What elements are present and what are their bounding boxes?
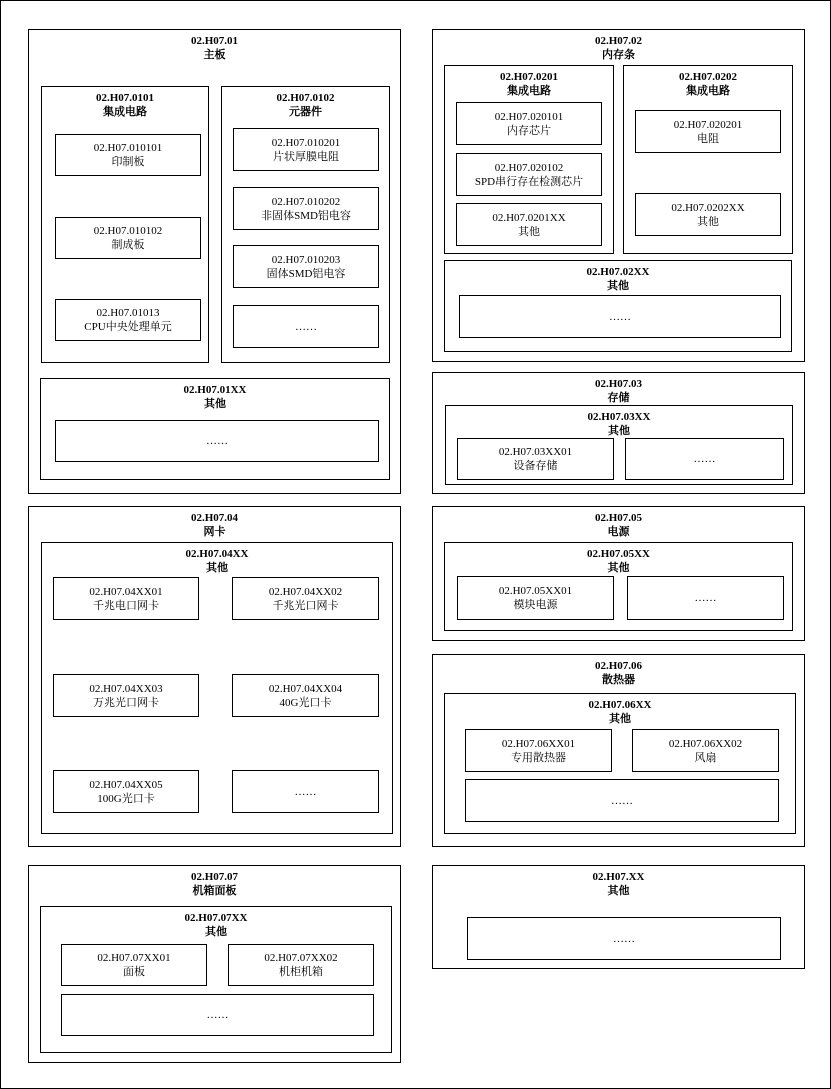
ellipsis-text: …… (693, 453, 716, 465)
group-code: 02.H07.01 (190, 35, 239, 47)
ellipsis-text: …… (206, 1009, 229, 1021)
category-code: 02.H07.0102 (276, 92, 335, 104)
leaf-code: 02.H07.0202XX (671, 201, 745, 214)
group-name: 内存条 (602, 49, 635, 61)
leaf-name: 千兆电口网卡 (93, 599, 159, 612)
category-0202 (623, 65, 793, 254)
ellipsis-text: …… (613, 932, 635, 945)
group-code: 02.H07.02 (594, 35, 643, 47)
group-name: 机箱面板 (192, 885, 237, 897)
category-name: 其他 (607, 280, 629, 292)
leaf-0202xx (635, 193, 781, 236)
leaf-06xx01 (465, 729, 612, 772)
category-code: 02.H07.07XX (184, 912, 248, 924)
leaf-0201xx (456, 203, 602, 246)
group-code: 02.H07.04 (190, 512, 239, 524)
leaf-code: 02.H07.04XX01 (89, 585, 163, 598)
leaf-name: 千兆光口网卡 (272, 599, 339, 612)
category-name: 集成电路 (103, 106, 147, 118)
category-name: 其他 (609, 713, 631, 725)
leaf-name: 制成板 (111, 239, 145, 251)
leaf-name: 万兆光口网卡 (93, 696, 159, 709)
group-code: 02.H07.06 (594, 660, 643, 672)
group-power (432, 506, 805, 641)
group-other (432, 865, 805, 969)
leaf-07xx01 (61, 944, 207, 986)
leaf-ellipsis (233, 305, 379, 348)
category-code: 02.H07.0201 (499, 71, 559, 83)
group-storage (432, 372, 805, 494)
ellipsis-text: …… (694, 592, 717, 604)
leaf-name: 片状厚膜电阻 (273, 150, 339, 163)
category-0101 (41, 86, 209, 363)
category-code: 02.H07.06XX (588, 699, 652, 711)
category-name: 其他 (607, 562, 630, 574)
leaf-name: 电阻 (697, 132, 719, 145)
group-memory (432, 29, 805, 362)
group-name: 散热器 (602, 674, 635, 686)
leaf-code: 02.H07.0201XX (492, 211, 566, 224)
leaf-05xx01 (457, 576, 614, 620)
leaf-ellipsis (459, 295, 781, 338)
leaf-ellipsis (467, 917, 781, 960)
leaf-ellipsis (232, 770, 379, 813)
leaf-name: 机柜机箱 (279, 966, 323, 978)
category-code: 02.H07.03XX (587, 411, 651, 423)
leaf-code: 02.H07.010101 (93, 142, 163, 154)
leaf-04xx03 (53, 674, 199, 717)
leaf-04xx04 (232, 674, 379, 717)
ellipsis-text: …… (295, 320, 317, 333)
leaf-code: 02.H07.05XX01 (498, 585, 573, 597)
category-05xx (444, 542, 793, 631)
group-name: 存储 (607, 392, 630, 404)
group-code: 02.H07.07 (190, 871, 239, 883)
leaf-code: 02.H07.010102 (93, 225, 163, 237)
leaf-name: 其他 (697, 215, 719, 228)
ellipsis-text: …… (294, 785, 317, 798)
category-01xx (40, 378, 390, 480)
leaf-code: 02.H07.04XX03 (89, 682, 163, 695)
category-code: 02.H07.04XX (185, 548, 249, 560)
leaf-010202 (233, 187, 379, 230)
ellipsis-text: …… (609, 310, 631, 323)
group-code: 02.H07.XX (592, 871, 645, 883)
category-02xx (444, 260, 792, 352)
leaf-code: 02.H07.04XX02 (268, 585, 343, 598)
leaf-name: SPD串行存在检测芯片 (474, 175, 584, 188)
category-name: 其他 (205, 926, 227, 938)
leaf-name: 面板 (123, 966, 145, 978)
group-chassis-panel (28, 865, 401, 1063)
leaf-name: 风扇 (694, 751, 717, 764)
leaf-name: CPU中央处理单元 (84, 321, 172, 333)
group-code: 02.H07.03 (594, 378, 643, 390)
group-mainboard (28, 29, 401, 494)
leaf-code: 02.H07.07XX02 (264, 952, 338, 964)
leaf-name: 非固体SMD铝电容 (261, 209, 351, 222)
category-03xx (445, 405, 793, 485)
leaf-name: 40G光口卡 (279, 696, 332, 709)
leaf-010201 (233, 128, 379, 171)
leaf-code: 02.H07.04XX04 (268, 682, 343, 695)
category-name: 集成电路 (686, 85, 730, 97)
category-07xx (40, 906, 392, 1053)
leaf-code: 02.H07.03XX01 (498, 446, 573, 458)
leaf-code: 02.H07.010203 (271, 253, 341, 266)
category-code: 02.H07.01XX (183, 384, 247, 396)
group-name: 电源 (607, 526, 630, 538)
leaf-ellipsis (55, 420, 379, 462)
category-04xx (41, 542, 393, 834)
leaf-020201 (635, 110, 781, 153)
group-nic (28, 506, 401, 847)
leaf-ellipsis (61, 994, 374, 1036)
leaf-ellipsis (465, 779, 779, 822)
leaf-code: 02.H07.010202 (271, 195, 341, 208)
ellipsis-text: …… (206, 435, 228, 447)
leaf-ellipsis (627, 576, 784, 620)
leaf-name: 印制板 (111, 156, 145, 168)
category-0102 (221, 86, 390, 363)
category-0201 (444, 65, 614, 254)
leaf-04xx01 (53, 577, 199, 620)
leaf-name: 内存芯片 (507, 124, 551, 137)
group-name: 网卡 (203, 526, 226, 538)
leaf-code: 02.H07.020102 (494, 161, 564, 174)
leaf-name: 设备存储 (513, 460, 558, 472)
category-code: 02.H07.05XX (587, 548, 650, 560)
leaf-name: 专用散热器 (511, 751, 566, 764)
category-code: 02.H07.0101 (95, 92, 155, 104)
leaf-04xx02 (232, 577, 379, 620)
leaf-code: 02.H07.06XX02 (668, 737, 743, 750)
leaf-ellipsis (625, 438, 784, 480)
group-code: 02.H07.05 (594, 512, 643, 524)
leaf-code: 02.H07.020201 (673, 118, 743, 131)
leaf-020101 (456, 102, 602, 145)
leaf-name: 100G光口卡 (97, 792, 155, 805)
leaf-name: 模块电源 (513, 599, 558, 611)
category-code: 02.H07.02XX (586, 266, 650, 278)
category-code: 02.H07.0202 (678, 71, 738, 83)
leaf-07xx02 (228, 944, 374, 986)
leaf-01013 (55, 299, 201, 341)
leaf-010203 (233, 245, 379, 288)
group-cooler (432, 654, 805, 847)
group-name: 其他 (607, 885, 630, 897)
category-06xx (444, 693, 796, 834)
category-name: 集成电路 (507, 85, 551, 97)
leaf-code: 02.H07.020101 (494, 110, 564, 123)
category-name: 其他 (608, 425, 630, 437)
leaf-code: 02.H07.010201 (271, 136, 341, 149)
category-name: 其他 (206, 562, 228, 574)
leaf-name: 固体SMD铝电容 (266, 267, 346, 280)
category-name: 元器件 (289, 106, 322, 118)
leaf-020102 (456, 153, 602, 196)
leaf-010102 (55, 217, 201, 259)
category-name: 其他 (204, 398, 226, 410)
leaf-04xx05 (53, 770, 199, 813)
leaf-code: 02.H07.01013 (96, 307, 160, 319)
group-name: 主板 (203, 49, 226, 61)
leaf-code: 02.H07.04XX05 (89, 778, 163, 791)
ellipsis-text: …… (611, 794, 633, 807)
leaf-name: 其他 (518, 225, 540, 238)
leaf-code: 02.H07.07XX01 (97, 952, 171, 964)
leaf-code: 02.H07.06XX01 (501, 737, 576, 750)
leaf-010101 (55, 134, 201, 176)
leaf-03xx01 (457, 438, 614, 480)
leaf-06xx02 (632, 729, 779, 772)
